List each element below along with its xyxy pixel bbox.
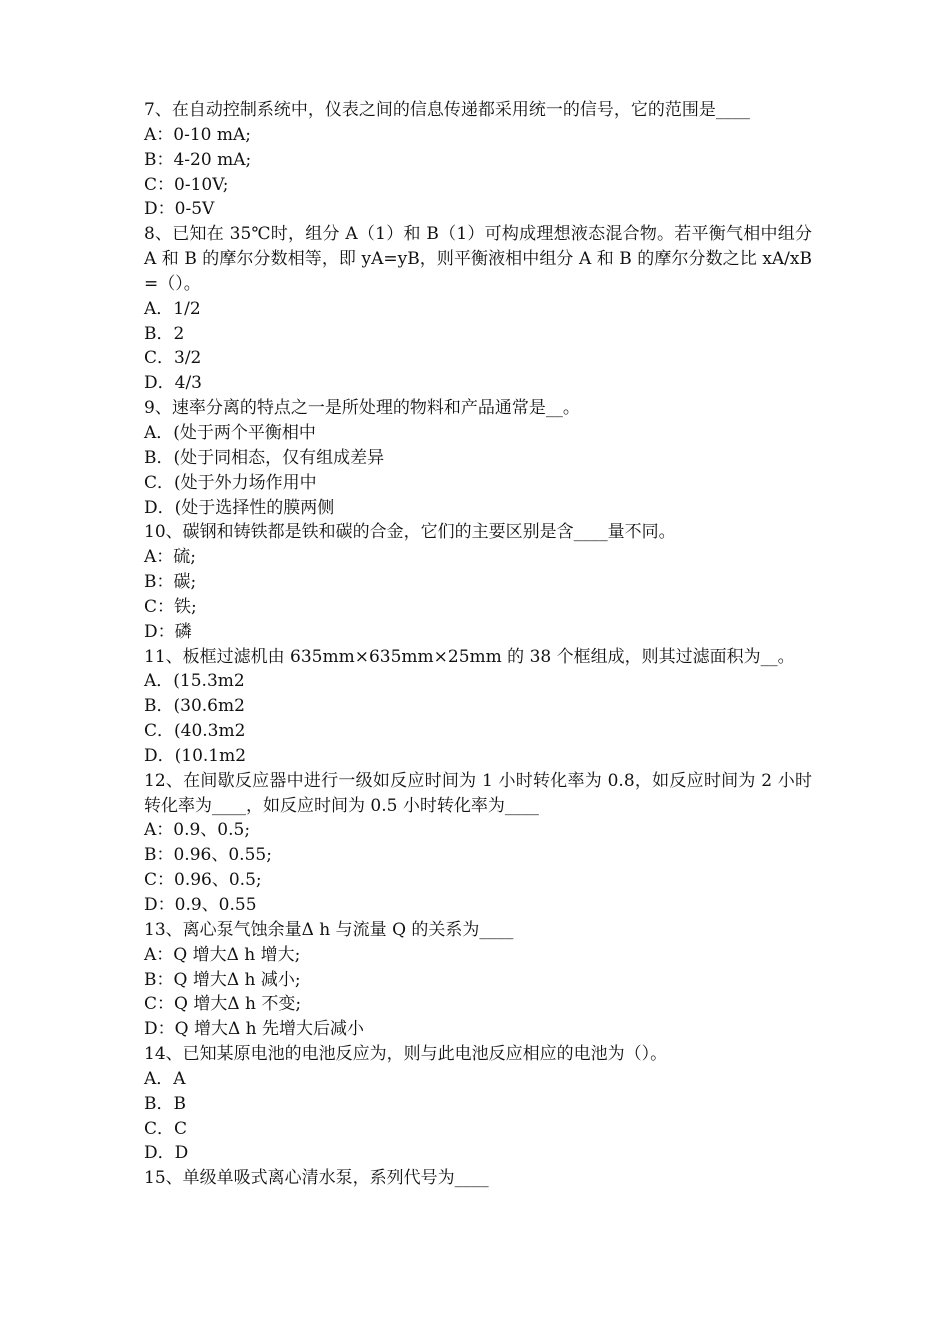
- question-14: [144, 1042, 812, 1166]
- option-b: B：0.96、0.55;: [144, 845, 272, 866]
- question-text: 11、板框过滤机由 635mm×635mm×25mm 的 38 个框组成，则其过滤面积为__。: [144, 646, 795, 667]
- question-10: [144, 520, 812, 644]
- option-a: A．A: [144, 1068, 186, 1089]
- question-text: 12、在间歇反应器中进行一级如反应时间为 1 小时转化率为 0.8，如反应时间为 2 小时转化率为____，如反应时间为 0.5 小时转化率为____: [144, 770, 812, 816]
- question-list: [144, 98, 812, 1191]
- option-c: C：Q 增大Δ h 不变;: [144, 994, 302, 1015]
- option-a: A．1/2: [144, 298, 201, 319]
- option-c: C：0.96、0.5;: [144, 870, 262, 891]
- option-c: C：铁;: [144, 596, 197, 617]
- question-text: 9、速率分离的特点之一是所处理的物料和产品通常是__。: [144, 398, 580, 419]
- question-8: [144, 222, 812, 396]
- option-a: A．(15.3m2: [144, 671, 245, 692]
- question-7: [144, 98, 812, 222]
- option-b: B：Q 增大Δ h 减小;: [144, 969, 301, 990]
- option-c: C．C: [144, 1118, 188, 1139]
- option-d: D：磷: [144, 621, 192, 642]
- question-text: 15、单级单吸式离心清水泵，系列代号为____: [144, 1168, 489, 1189]
- option-b: B：4-20 mA;: [144, 149, 252, 170]
- option-b: B．(30.6m2: [144, 696, 245, 717]
- option-a: A：0.9、0.5;: [144, 820, 251, 841]
- option-d: D：0-5V: [144, 199, 215, 220]
- option-a: A．(处于两个平衡相中: [144, 422, 316, 443]
- option-d: D．D: [144, 1143, 189, 1164]
- option-d: D．4/3: [144, 373, 202, 394]
- option-c: C．(处于外力场作用中: [144, 472, 317, 493]
- question-text: 8、已知在 35℃时，组分 A（1）和 B（1）可构成理想液态混合物。若平衡气相中组分 A 和 B 的摩尔分数相等，即 yA=yB，则平衡液相中组分 A 和 B 的摩尔分数之比 xA/xB=（）。: [144, 224, 812, 294]
- option-b: B．2: [144, 323, 185, 344]
- question-text: 13、离心泵气蚀余量Δ h 与流量 Q 的关系为____: [144, 919, 514, 940]
- question-text: 10、碳钢和铸铁都是铁和碳的合金，它们的主要区别是含____量不同。: [144, 522, 676, 543]
- option-a: A：Q 增大Δ h 增大;: [144, 944, 301, 965]
- option-c: C．(40.3m2: [144, 721, 246, 742]
- question-9: [144, 396, 812, 520]
- question-text: 14、已知某原电池的电池反应为，则与此电池反应相应的电池为（）。: [144, 1044, 668, 1065]
- option-d: D．(处于选择性的膜两侧: [144, 497, 335, 518]
- option-d: D．(10.1m2: [144, 745, 247, 766]
- option-c: C．3/2: [144, 348, 202, 369]
- question-12: [144, 769, 812, 918]
- option-d: D：0.9、0.55: [144, 895, 257, 915]
- question-13: [144, 918, 812, 1042]
- option-c: C：0-10V;: [144, 174, 229, 195]
- option-b: B：碳;: [144, 572, 197, 593]
- option-a: A：0-10 mA;: [144, 124, 251, 145]
- question-11: [144, 645, 812, 769]
- option-d: D：Q 增大Δ h 先增大后减小: [144, 1019, 365, 1040]
- option-a: A：硫;: [144, 547, 197, 568]
- option-b: B．B: [144, 1093, 186, 1114]
- option-b: B．(处于同相态，仅有组成差异: [144, 447, 385, 468]
- question-text: 7、在自动控制系统中，仪表之间的信息传递都采用统一的信号，它的范围是____: [144, 100, 750, 120]
- question-15: [144, 1166, 812, 1191]
